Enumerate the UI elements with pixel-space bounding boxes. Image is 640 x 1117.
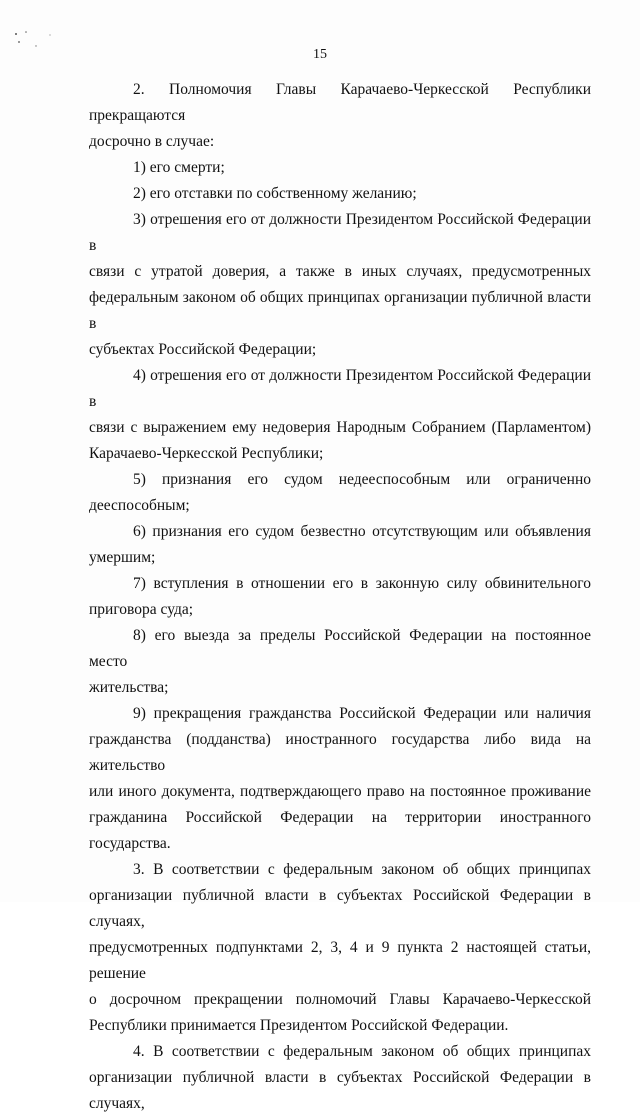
text-line: или иного документа, подтверждающего право на постоянное проживание (89, 783, 591, 800)
text-line: 5) признания его судом недееспособным или ограниченно (133, 471, 591, 488)
text-line: Карачаево-Черкесской Республики; (89, 445, 324, 462)
text-line: 4. В соответствии с федеральным законом об общих принципах (133, 1043, 591, 1060)
text-line: гражданина Российской Федерации на территории иностранного государства. (89, 809, 591, 852)
text-line: федеральным законом об общих принципах организации публичной власти в (89, 289, 591, 332)
text-line: 3) отрешения его от должности Президентом Российской Федерации в (89, 211, 591, 254)
text-line: 2) его отставки по собственному желанию; (133, 185, 417, 202)
text-line: жительства; (89, 679, 169, 696)
text-line: субъектах Российской Федерации; (89, 341, 317, 358)
text-line: досрочно в случае: (89, 133, 215, 150)
text-line: 2. Полномочия Главы Карачаево-Черкесской Республики прекращаются (89, 81, 591, 124)
text-line: организации публичной власти в субъектах Российской Федерации в случаях, (89, 887, 591, 930)
text-line: связи с утратой доверия, а также в иных случаях, предусмотренных (89, 263, 591, 280)
text-line: предусмотренных подпунктами 2, 3, 4 и 9 пункта 2 настоящей статьи, решение (89, 939, 591, 982)
text-line: связи с выражением ему недоверия Народным Собранием (Парламентом) (89, 419, 591, 436)
text-line: 8) его выезда за пределы Российской Федерации на постоянное место (89, 627, 591, 670)
text-line: дееспособным; (89, 497, 190, 514)
text-line: организации публичной власти в субъектах Российской Федерации в случаях, (89, 1069, 591, 1112)
text-line: 9) прекращения гражданства Российской Федерации или наличия (133, 705, 591, 722)
text-line: 6) признания его судом безвестно отсутствующим или объявления (133, 523, 591, 540)
text-line: 1) его смерти; (133, 159, 225, 176)
text-line: о досрочном прекращении полномочий Главы Карачаево-Черкесской (89, 991, 591, 1008)
text-line: приговора суда; (89, 601, 194, 618)
text-line: 4) отрешения его от должности Президентом Российской Федерации в (89, 367, 591, 410)
text-line: 3. В соответствии с федеральным законом об общих принципах (133, 861, 591, 878)
text-line: гражданства (подданства) иностранного государства либо вида на жительство (89, 731, 591, 774)
document-body (89, 77, 591, 1117)
page-number: 15 (313, 47, 327, 62)
text-line: умершим; (89, 549, 156, 566)
text-line: 7) вступления в отношении его в законную силу обвинительного (133, 575, 591, 592)
text-line: Республики принимается Президентом Российской Федерации. (89, 1017, 509, 1034)
